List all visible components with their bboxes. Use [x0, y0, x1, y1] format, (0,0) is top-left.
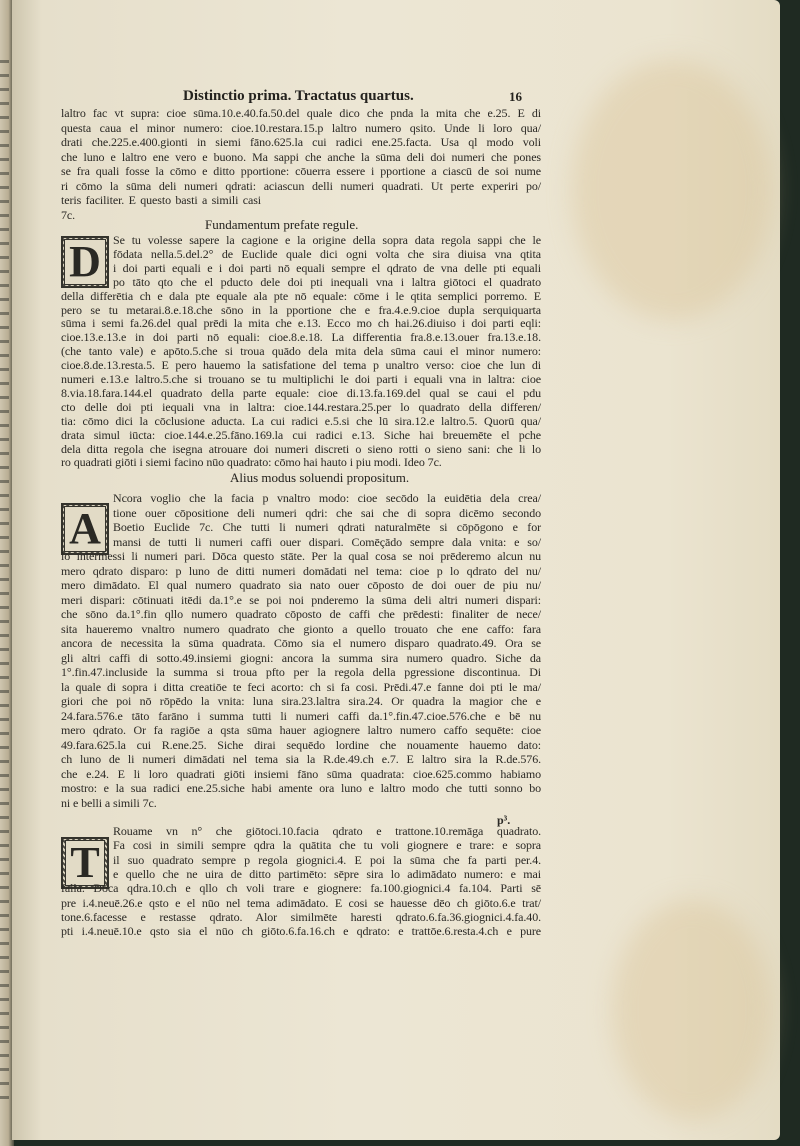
adjacent-page-text — [0, 942, 9, 945]
adjacent-page-text — [0, 564, 9, 567]
text-line: falla. Dōca qdra.10.ch e qllo ch voli trare e giognere: fa.100.giognici.4 fa.104. Parti sē — [61, 881, 541, 896]
adjacent-page-text — [0, 74, 9, 77]
text-line: che e.24. E li loro quadrati giōti insiemi fāno sūma quadrata: cioe.625.commo habiamo — [61, 766, 541, 781]
adjacent-page-text — [0, 326, 9, 329]
text-line: drati che.225.e.400.gionti in siemi fāno.625.la cui radici ene.25.facta. Usa ql modo voli — [61, 135, 541, 149]
signature-mark: p³. — [497, 813, 511, 827]
adjacent-page-text — [0, 592, 9, 595]
text-line: pti i.4.neuē.10.e qsto sia el nūo ch giōto.6.fa.16.ch e qdrato: e trattōe.6.resta.4.ch e pure — [61, 924, 541, 939]
adjacent-page-text — [0, 578, 9, 581]
adjacent-page-text — [0, 298, 9, 301]
text-line: 1°.fin.47.incluside la summa si troua pfto per la regola della pgressione discontinua. Di — [61, 665, 541, 679]
adjacent-page-text — [0, 102, 9, 105]
adjacent-page-text — [0, 928, 9, 931]
text-line: tone.6.facesse e restasse qdrato. Alor similmēte haresti qdrato.6.fa.36.giognici.4.fa.40. — [61, 909, 541, 924]
text-line: ancora de necessita la sūma quadrata. Cōmo sia el numero disparo quadrato.49. Ora se — [61, 636, 541, 650]
paper-stain — [572, 60, 772, 320]
adjacent-page-text — [0, 550, 9, 553]
text-line: tia: cōmo dici la cōclusione aducta. La cui radici e.5.si che lū sira.12.e laltro.5. Quorū qua/ — [61, 413, 541, 428]
adjacent-page-text — [0, 774, 9, 777]
adjacent-page-text — [0, 830, 9, 833]
text-line: lo intermessi li numeri pari. Dōca questo stāte. Per la qual cosa se noi prēderemo alcun nu — [61, 549, 541, 563]
text-line: teris faciliter. E questo basti a simili casi 7c. — [61, 193, 261, 222]
text-line: il suo quadrato sempre p regola giognici.4. E poi la sūma che fa parti per.4. — [113, 852, 541, 867]
text-line: 8.via.18.fara.144.el quadrato della parte equale: cioe di.13.fa.169.del qual se caui el pdu — [61, 385, 541, 400]
adjacent-page-text — [0, 1096, 9, 1099]
adjacent-page-text — [0, 494, 9, 497]
text-line: ri cōmo la sūma deli numeri qdrati: aciascun delli numeri quadrati. Ut perte experiri po/ — [61, 178, 541, 193]
text-line: mero qdrato disparo: p luno de ditti numeri domādati nel tema: cioe p lo qdrato del nu/ — [61, 563, 541, 578]
text-line: meri dispari: cōtinuati itēdi da.1°.e se poi noi pnderemo la sūma deli altri numeri dispari: — [61, 592, 541, 607]
decorated-initial-t: T — [61, 837, 109, 889]
text-line: e quello che ne uira de ditto partimēto: sēpre sira lo adimādato numero: e mai — [113, 866, 541, 881]
text-line: sita haueremo vnaltro numero quadrato che gionto a quello trouato che ene caffo: fara — [61, 621, 541, 636]
adjacent-page-text — [0, 858, 9, 861]
text-line: della differētia ch e dala pte equale ala pte nō equale: cōme i le qtita semplici porremo. E — [61, 288, 541, 303]
text-line: Boetio Euclide 7c. Che tutti li numeri qdrati naturalmēte si cōpōgono e for — [113, 520, 541, 534]
text-line: cioe.8.de.13.resta.5. E pero hauemo la satisfatione del tema p unaltro verso: cioe che lun di — [61, 358, 541, 373]
adjacent-page-text — [0, 620, 9, 623]
adjacent-page-text — [0, 760, 9, 763]
adjacent-page-text — [0, 214, 9, 217]
text-line: Fa cosi in simili sempre qdra la quātita che tu voli giognere e trare: e sopra — [113, 838, 541, 853]
adjacent-page-text — [0, 732, 9, 735]
section-heading-fundamentum: Fundamentum prefate regule. — [205, 217, 359, 232]
text-line: mero qdrato. Or fa ragiōe a qsta sūma hauer agiognere laltro numero caffo sequēte: cioe — [61, 723, 541, 737]
adjacent-page-text — [0, 956, 9, 959]
adjacent-page-text — [0, 970, 9, 973]
adjacent-page-text — [0, 606, 9, 609]
adjacent-page-text — [0, 466, 9, 469]
adjacent-page-text — [0, 718, 9, 721]
adjacent-page-text — [0, 662, 9, 665]
adjacent-page-text — [0, 676, 9, 679]
adjacent-page-text — [0, 648, 9, 651]
adjacent-page-text — [0, 368, 9, 371]
text-line: tione ouer cōpositione deli numeri qdri: che sai che di sopra dicēmo secondo — [113, 505, 541, 520]
text-line: ch luno de li numeri dimādati nel tema sia la R.de.49.ch e.7. E laltro sira la R.de.576. — [61, 752, 541, 766]
text-line: sūma i semi fa.26.del qual prēdi la mita che e.13. Ecco mo ch hai.26.diuiso i doi parti eqli: — [61, 316, 541, 331]
text-line: ro quadrati giōti i siemi facino nūo quadrato: cōmo hai hauto i piu modi. Ideo 7c. — [61, 455, 442, 470]
text-line: numeri e.13.e laltro.5.che si trouano se tu multiplichi le doi parti i equali vna in laltra: cioe — [61, 372, 541, 386]
adjacent-page-text — [0, 536, 9, 539]
text-line: Ncora voglio che la facia p vnaltro modo: cioe secōdo la euidētia dela crea/ — [113, 491, 541, 505]
adjacent-page-text — [0, 242, 9, 245]
text-line: fōdata nella.5.del.2° de Euclide quale dici ogni volta che sira diuisa vna qtita — [113, 246, 541, 261]
text-line: mostro: e la sua radici ene.25.siche habi amente ora luno e laltro modo che tutti sonno bo — [61, 781, 541, 795]
adjacent-page-text — [0, 116, 9, 119]
text-line: giori che poi nō rōpēdo la vnita: luna sira.23.laltra sira.24. Or quadra la magior che e — [61, 694, 541, 708]
adjacent-page-text — [0, 900, 9, 903]
adjacent-page-text — [0, 284, 9, 287]
text-line: 49.fara.625.la cui R.ene.25. Siche dirai sequēdo lordine che nouamente hauemo dato: — [61, 737, 541, 752]
adjacent-page-text — [0, 144, 9, 147]
adjacent-page-text — [0, 354, 9, 357]
text-line: drata simul iūcta: cioe.144.e.25.fāno.169.la cui radici e.13. Siche hai breuemēte el pche — [61, 427, 541, 442]
adjacent-page-text — [0, 984, 9, 987]
adjacent-page-text — [0, 130, 9, 133]
adjacent-page-text — [0, 382, 9, 385]
section-heading-alius-modus: Alius modus soluendi propositum. — [230, 470, 410, 485]
adjacent-page-text — [0, 1068, 9, 1071]
text-line: mansi de tutti li numeri caffi ouer dispari. Comēçādo sempre dala vnita: e so/ — [113, 534, 541, 549]
adjacent-page-text — [0, 872, 9, 875]
adjacent-page-text — [0, 340, 9, 343]
adjacent-page-text — [0, 508, 9, 511]
adjacent-page-text — [0, 998, 9, 1001]
adjacent-page-text — [0, 690, 9, 693]
text-line: gli altri caffi di sotto.49.insiemi giogni: ancora la summa sira numero quadro. Siche da — [61, 650, 541, 665]
adjacent-page-text — [0, 452, 9, 455]
text-line: ni e belli a simili 7c. — [61, 795, 157, 810]
adjacent-page-text — [0, 704, 9, 707]
text-line: po tāto qto che el pducto dele doi pti inequali vna i laltra giōtoci el quadrato — [113, 274, 541, 289]
text-line: dela ditta regola che isegna atrouare doi numeri discreti o sieno rotti o sieno sani: che li lo — [61, 441, 541, 456]
adjacent-page-text — [0, 158, 9, 161]
text-line: che luno e laltro ene vero e buono. Ma sappi che anche la sūma deli doi numeri che pones — [61, 149, 541, 164]
adjacent-page-text — [0, 746, 9, 749]
adjacent-page-text — [0, 438, 9, 441]
text-line: che sōno da.1°.fin qllo numero quadrato cōposto de caffi che prēdesti: finaliter de nece/ — [61, 607, 541, 621]
adjacent-page-text — [0, 396, 9, 399]
text-line: se fra quali fosse la cōmo e ditto pportione: cōuerra essere i pportione a ciascū de soi nume — [61, 164, 541, 178]
adjacent-page-text — [0, 172, 9, 175]
text-line: cioe.13.e.13.e in doi parti nō equali: cioe.8.e.18. La differentia fra.8.e.13.ouer fra.13.e.18. — [61, 330, 541, 345]
text-line: Rouame vn n° che giōtoci.10.facia qdrato e trattone.10.remāga quadrato. — [113, 824, 541, 838]
text-line: Se tu volesse sapere la cagione e la origine della sopra data regola sappi che le — [113, 233, 541, 247]
adjacent-page-text — [0, 1026, 9, 1029]
text-line: mero dimādato. El qual numero quadrato sia nato ouer cōposto de doi ouer de piu nu/ — [61, 578, 541, 592]
adjacent-page-text — [0, 312, 9, 315]
text-line: i doi parti equali e i doi parti nō equali sempre el qdrato de vna delle pti equali — [113, 260, 541, 275]
adjacent-page-text — [0, 522, 9, 525]
adjacent-page-text — [0, 480, 9, 483]
decorated-initial-d: D — [61, 236, 109, 288]
text-line: cto delle doi pti iequali vna in laltra: cioe.144.restara.25.per lo quadrato della differen/ — [61, 399, 541, 414]
adjacent-page-text — [0, 1012, 9, 1015]
text-line: la quale di sopra i ditta creatiōe te feci acorto: ch si fa cosi. Prēdi.47.e fanne doi pti le ma/ — [61, 679, 541, 694]
text-line: 24.fara.576.e tāto farāno i summa tutti li numeri caffi da.1°.fin.47.cioe.576.che e bē nu — [61, 708, 541, 723]
adjacent-page-text — [0, 228, 9, 231]
folio-number: 16 — [509, 89, 522, 104]
paper-stain — [612, 900, 772, 1120]
adjacent-page-text — [0, 788, 9, 791]
decorated-initial-a: A — [61, 503, 109, 555]
adjacent-page-text — [0, 634, 9, 637]
adjacent-page-text — [0, 256, 9, 259]
text-line: pero se tu metarai.8.e.18.che sōno in la pportione che e fra.4.e.9.cioe dupla serquiquarta — [61, 302, 541, 317]
adjacent-page-text — [0, 270, 9, 273]
adjacent-page-text — [0, 410, 9, 413]
running-head: Distinctio prima. Tractatus quartus. — [183, 88, 414, 104]
adjacent-page-text — [0, 1054, 9, 1057]
adjacent-page-text — [0, 186, 9, 189]
adjacent-page-text — [0, 1040, 9, 1043]
adjacent-page-text — [0, 200, 9, 203]
adjacent-page-text — [0, 816, 9, 819]
adjacent-page-text — [0, 802, 9, 805]
adjacent-page-text — [0, 914, 9, 917]
adjacent-page-text — [0, 88, 9, 91]
adjacent-page-text — [0, 844, 9, 847]
text-line: questa caua el minor numero: cioe.10.restara.15.p laltro numero qsito. Unde li loro qua/ — [61, 120, 541, 135]
adjacent-page-text — [0, 60, 9, 63]
adjacent-page-text — [0, 1082, 9, 1085]
text-line: laltro fac vt supra: cioe sūma.10.e.40.fa.50.del quale dico che pnda la mita che e.25. E di — [61, 106, 541, 120]
adjacent-page-text — [0, 886, 9, 889]
text-line: (che tanto vale) e apōto.5.che si troua quādo dela mita dela sūma caui el minor numero: — [61, 344, 541, 359]
text-line: pre i.4.neuē.26.e qsto e el nūo nel tema adimādato. E cosi se hauesse dēo ch giōto.6.e trat/ — [61, 895, 541, 910]
adjacent-page-text — [0, 424, 9, 427]
